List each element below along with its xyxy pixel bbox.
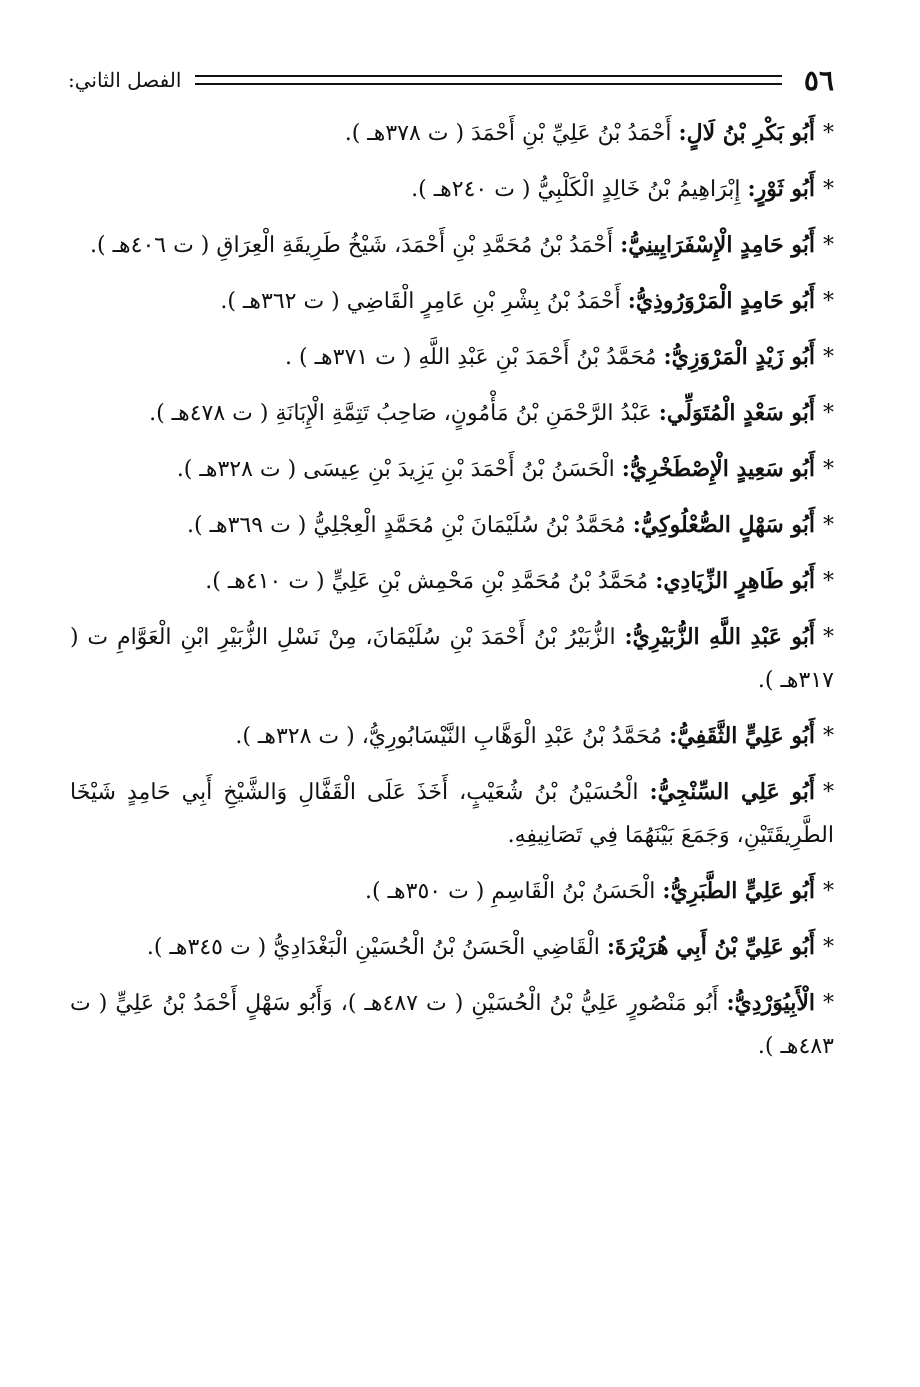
entry-text: الزُّبَيْرُ بْنُ أَحْمَدَ بْنِ سُلَيْمَانَ، مِنْ نَسْلِ الزُّبَيْرِ ابْنِ الْعَوَّامِ ت ( ٣١٧هـ ). [70, 625, 834, 693]
entry-bullet: * [823, 879, 834, 904]
entry-text: الْحَسَنُ بْنُ الْقَاسِمِ ( ت ٣٥٠هـ ). [365, 879, 656, 904]
entry-text: مُحَمَّدُ بْنُ عَبْدِ الْوَهَّابِ النَّيْسَابُورِيُّ، ( ت ٣٢٨هـ ). [235, 724, 663, 749]
entry-bullet: * [823, 121, 834, 146]
entry-name: أَبُو بَكْرِ بْنُ لَالٍ: [678, 120, 815, 146]
entry [70, 392, 834, 435]
entry-text: أَحْمَدُ بْنُ بِشْرِ بْنِ عَامِرٍ الْقَاضِي ( ت ٣٦٢هـ ). [220, 289, 621, 314]
page-number: ٥٦ [803, 63, 834, 97]
entry [70, 168, 834, 211]
entry-bullet: * [823, 780, 835, 805]
entry-bullet: * [823, 513, 834, 538]
entry-bullet: * [823, 345, 834, 370]
entry-name: أَبُو سَعِيدٍ الْإِصْطَخْرِيُّ: [621, 456, 815, 482]
entry [70, 870, 834, 913]
entry-text: عَبْدُ الرَّحْمَنِ بْنُ مَأْمُونٍ، صَاحِبُ تَتِمَّةِ الْإِبَانَةِ ( ت ٤٧٨هـ ). [149, 401, 652, 426]
entry-text: مُحَمَّدُ بْنُ مُحَمَّدِ بْنِ مَحْمِش بْنِ عَلِيٍّ ( ت ٤١٠هـ ). [205, 569, 649, 594]
entry-name: أَبُو عَلِي السِّنْجِيُّ: [649, 779, 816, 805]
entry-bullet: * [823, 991, 834, 1016]
header-double-rule [195, 75, 782, 85]
entry-name: أَبُو عَبْدِ اللَّهِ الزُّبَيْرِيُّ: [624, 624, 815, 650]
entry [70, 616, 834, 702]
entry-text: مُحَمَّدُ بْنُ أَحْمَدَ بْنِ عَبْدِ اللَّهِ ( ت ٣٧١هـ ) . [285, 345, 657, 370]
entry-bullet: * [823, 935, 834, 960]
entries-list [70, 112, 834, 1081]
entry-bullet: * [823, 289, 834, 314]
entry [70, 926, 834, 969]
entry-text: إِبْرَاهِيمُ بْنُ خَالِدٍ الْكَلْبِيُّ ( ت ٢٤٠هـ ). [411, 177, 741, 202]
page-header [68, 60, 834, 100]
entry [70, 448, 834, 491]
entry-name: أَبُو سَهْلٍ الصُّعْلُوكِيُّ: [632, 512, 815, 538]
entry-bullet: * [823, 401, 834, 426]
entry-name: أَبُو ثَوْرٍ: [747, 176, 815, 202]
entry-bullet: * [823, 457, 834, 482]
entry [70, 112, 834, 155]
entry-name: أَبُو زَيْدٍ الْمَرْوَزِيُّ: [663, 344, 815, 370]
entry-name: أَبُو سَعْدٍ الْمُتَوَلِّي: [658, 400, 815, 426]
entry-text: أَحْمَدُ بْنُ مُحَمَّدِ بْنِ أَحْمَدَ، شَيْخُ طَرِيقَةِ الْعِرَاقِ ( ت ٤٠٦هـ ). [90, 233, 614, 258]
entry-text: الْحَسَنُ بْنُ أَحْمَدَ بْنِ يَزِيدَ بْنِ عِيسَى ( ت ٣٢٨هـ ). [176, 457, 615, 482]
entry [70, 504, 834, 547]
entry-name: أَبُو عَلِيٍّ الطَّبَرِيُّ: [662, 878, 815, 904]
entry-bullet: * [823, 625, 834, 650]
entry [70, 771, 834, 857]
entry [70, 715, 834, 758]
entry [70, 982, 834, 1068]
entry-bullet: * [823, 724, 834, 749]
entry-text: مُحَمَّدُ بْنُ سُلَيْمَانَ بْنِ مُحَمَّدٍ الْعِجْلِيُّ ( ت ٣٦٩هـ ). [187, 513, 626, 538]
entry-name: أَبُو حَامِدٍ الْإِسْفَرَايِينِيُّ: [620, 232, 815, 258]
entry-bullet: * [823, 177, 834, 202]
entry-bullet: * [823, 233, 834, 258]
entry-name: الْأَبِيُوَرْدِيُّ: [726, 990, 815, 1016]
entry-text: الْحُسَيْنُ بْنُ شُعَيْبٍ، أَخَذَ عَلَى الْقَفَّالِ وَالشَّيْخِ أَبِي حَامِدٍ شَيْخَا الطَّرِيقَتَيْنِ، وَجَمَعَ بَيْنَهُمَا فِي تَصَانِيفِهِ. [70, 780, 834, 848]
entry-name: أَبُو عَلِيٍّ الثَّقَفِيُّ: [669, 723, 815, 749]
chapter-title: الفصل الثاني: [68, 68, 182, 92]
entry-name: أَبُو عَلِيِّ بْنُ أَبِي هُرَيْرَةَ: [606, 934, 815, 960]
entry-name: أَبُو طَاهِرٍ الزِّيَادِي: [655, 568, 815, 594]
entry-text: الْقَاضِي الْحَسَنُ بْنُ الْحُسَيْنِ الْبَغْدَادِيُّ ( ت ٣٤٥هـ ). [146, 935, 600, 960]
entry [70, 336, 834, 379]
entry [70, 280, 834, 323]
entry-bullet: * [823, 569, 834, 594]
entry [70, 560, 834, 603]
entry-text: أَبُو مَنْصُورٍ عَلِيُّ بْنُ الْحُسَيْنِ ( ت ٤٨٧هـ )، وَأَبُو سَهْلٍ أَحْمَدُ بْنُ عَلِيٍّ ( ت ٤٨٣هـ ). [70, 991, 834, 1059]
entry [70, 224, 834, 267]
entry-name: أَبُو حَامِدٍ الْمَرْوَرُوذِيُّ: [627, 288, 815, 314]
entry-text: أَحْمَدُ بْنُ عَلِيِّ بْنِ أَحْمَدَ ( ت ٣٧٨هـ ). [344, 121, 672, 146]
